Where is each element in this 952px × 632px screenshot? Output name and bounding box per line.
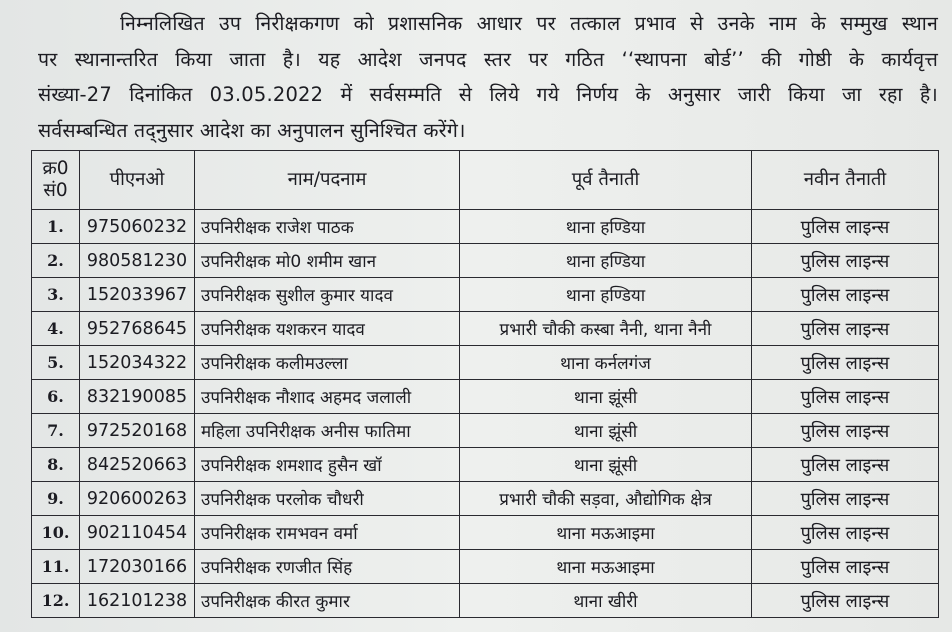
serial-cell: 11. [32, 550, 80, 584]
old-posting-cell: थाना झूंसी [460, 414, 752, 448]
header-old-posting: पूर्व तैनाती [460, 151, 752, 210]
pno-cell: 975060232 [80, 210, 195, 244]
table-row [32, 482, 939, 516]
old-posting-cell: थाना हण्डिया [460, 278, 752, 312]
paragraph-line-1: निम्नलिखित उप निरीक्षकगण को प्रशासनिक आधार पर तत्काल प्रभाव से उनके नाम के सम्मुख स्थान [120, 12, 938, 35]
table-body [32, 210, 939, 618]
transfer-table [31, 150, 939, 618]
name-cell: उपनिरीक्षक परलोक चौधरी [195, 482, 460, 516]
header-serial-line-2: सं0 [43, 180, 68, 201]
name-cell: उपनिरीक्षक मो0 शमीम खान [195, 244, 460, 278]
pno-cell: 832190085 [80, 380, 195, 414]
pno-cell: 162101238 [80, 584, 195, 618]
serial-cell: 12. [32, 584, 80, 618]
name-cell: उपनिरीक्षक रणजीत सिंह [195, 550, 460, 584]
header-serial [32, 151, 80, 210]
name-cell: महिला उपनिरीक्षक अनीस फातिमा [195, 414, 460, 448]
new-posting-cell: पुलिस लाइन्स [752, 278, 939, 312]
old-posting-cell: थाना झूंसी [460, 380, 752, 414]
pno-cell: 152033967 [80, 278, 195, 312]
pno-cell: 920600263 [80, 482, 195, 516]
pno-cell: 152034322 [80, 346, 195, 380]
header-new-posting: नवीन तैनाती [752, 151, 939, 210]
name-cell: उपनिरीक्षक कलीमउल्ला [195, 346, 460, 380]
table-row [32, 278, 939, 312]
table-row [32, 312, 939, 346]
new-posting-cell: पुलिस लाइन्स [752, 482, 939, 516]
old-posting-cell: थाना मऊआइमा [460, 516, 752, 550]
header-name: नाम/पदनाम [195, 151, 460, 210]
serial-cell: 8. [32, 448, 80, 482]
old-posting-cell: थाना झूंसी [460, 448, 752, 482]
new-posting-cell: पुलिस लाइन्स [752, 380, 939, 414]
table-row [32, 550, 939, 584]
name-cell: उपनिरीक्षक यशकरन यादव [195, 312, 460, 346]
serial-cell: 6. [32, 380, 80, 414]
name-cell: उपनिरीक्षक रामभवन वर्मा [195, 516, 460, 550]
serial-cell: 9. [32, 482, 80, 516]
header-pno: पीएनओ [80, 151, 195, 210]
table-row [32, 414, 939, 448]
name-cell: उपनिरीक्षक कीरत कुमार [195, 584, 460, 618]
new-posting-cell: पुलिस लाइन्स [752, 448, 939, 482]
serial-cell: 1. [32, 210, 80, 244]
new-posting-cell: पुलिस लाइन्स [752, 414, 939, 448]
pno-cell: 952768645 [80, 312, 195, 346]
table-row [32, 448, 939, 482]
order-paragraph [38, 6, 938, 148]
name-cell: उपनिरीक्षक सुशील कुमार यादव [195, 278, 460, 312]
table-row [32, 210, 939, 244]
name-cell: उपनिरीक्षक शमशाद हुसैन खॉ [195, 448, 460, 482]
pno-cell: 842520663 [80, 448, 195, 482]
paragraph-line-4: सर्वसम्बन्धित तद्नुसार आदेश का अनुपालन सुनिश्चित करेंगे। [38, 118, 466, 142]
serial-cell: 2. [32, 244, 80, 278]
new-posting-cell: पुलिस लाइन्स [752, 312, 939, 346]
new-posting-cell: पुलिस लाइन्स [752, 210, 939, 244]
table-header-row [32, 151, 939, 210]
serial-cell: 7. [32, 414, 80, 448]
old-posting-cell: थाना मऊआइमा [460, 550, 752, 584]
header-serial-line-1: क्र0 [42, 158, 69, 179]
old-posting-cell: थाना खीरी [460, 584, 752, 618]
pno-cell: 972520168 [80, 414, 195, 448]
old-posting-cell: थाना हण्डिया [460, 244, 752, 278]
serial-cell: 10. [32, 516, 80, 550]
table-row [32, 516, 939, 550]
new-posting-cell: पुलिस लाइन्स [752, 584, 939, 618]
serial-cell: 5. [32, 346, 80, 380]
serial-cell: 3. [32, 278, 80, 312]
old-posting-cell: थाना कर्नलगंज [460, 346, 752, 380]
name-cell: उपनिरीक्षक नौशाद अहमद जलाली [195, 380, 460, 414]
new-posting-cell: पुलिस लाइन्स [752, 516, 939, 550]
table-row [32, 380, 939, 414]
pno-cell: 980581230 [80, 244, 195, 278]
name-cell: उपनिरीक्षक राजेश पाठक [195, 210, 460, 244]
table-row [32, 346, 939, 380]
old-posting-cell: प्रभारी चौकी सड़वा, औद्योगिक क्षेत्र [460, 482, 752, 516]
paragraph-line-2: पर स्थानान्तरित किया जाता है। यह आदेश जनपद स्तर पर गठित ‘‘स्थापना बोर्ड’’ की गोष्ठी के कार्यवृत्त [38, 47, 938, 71]
old-posting-cell: थाना हण्डिया [460, 210, 752, 244]
pno-cell: 172030166 [80, 550, 195, 584]
table-row [32, 244, 939, 278]
new-posting-cell: पुलिस लाइन्स [752, 244, 939, 278]
new-posting-cell: पुलिस लाइन्स [752, 346, 939, 380]
paragraph-line-3: संख्या-27 दिनांकित 03.05.2022 में सर्वसम्मति से लिये गये निर्णय के अनुसार जारी किया जा रहा है। [38, 83, 938, 106]
pno-cell: 902110454 [80, 516, 195, 550]
old-posting-cell: प्रभारी चौकी कस्बा नैनी, थाना नैनी [460, 312, 752, 346]
new-posting-cell: पुलिस लाइन्स [752, 550, 939, 584]
serial-cell: 4. [32, 312, 80, 346]
table-row [32, 584, 939, 618]
